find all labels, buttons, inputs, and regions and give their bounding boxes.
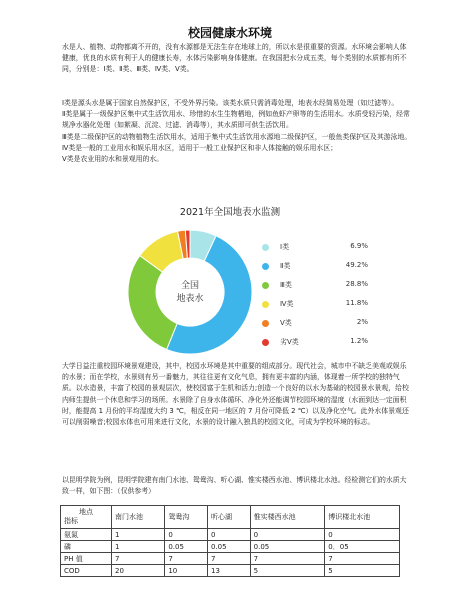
legend-value: 28.8%	[345, 280, 368, 288]
class-2-text: Ⅱ类是属于一级保护区集中式生活饮用水、珍惜的水生生物栖地，例如鱼虾产卵等的生活用水。水质受轻污染，经常规净水器化处理（如絮凝、沉淀、过滤、消毒等），其水质即可供生活饮用。	[62, 110, 410, 130]
column-header: 南门水池	[112, 506, 165, 529]
class-1-text: Ⅰ类是源头水是属于国家自然保护区，不受外界污染。该类水质只需消毒处理，地表水经简易处理（如过滤等）。	[62, 99, 399, 107]
legend-swatch	[262, 282, 269, 289]
column-header: 惟实楼西水池	[250, 506, 325, 529]
legend-entry	[262, 318, 382, 337]
donut-hole	[156, 258, 224, 326]
table-cell: 7	[112, 553, 165, 565]
intro-text: 水是人、植物、动物都离不开的，没有水源都是无法生存在地球上的，所以水是很重要的资源。水环境会影响人体健康，优良的水质有利于人的健康长寿，水体污染影响身体健康。在我国把水分成五类，每个类别的水质都有所不同，分别是：Ⅰ类、Ⅱ类、Ⅲ类、Ⅳ类、Ⅴ类。	[62, 43, 407, 74]
class-descriptions	[62, 98, 412, 165]
row-label: COD	[61, 565, 112, 577]
table-cell: 5	[250, 565, 325, 577]
table-cell: 5	[325, 565, 400, 577]
table-cell: 0.05	[207, 541, 250, 553]
legend-swatch	[262, 301, 269, 308]
legend-swatch	[262, 263, 269, 270]
table-cell: 1	[112, 541, 165, 553]
center-label-line-2: 地表水	[176, 294, 204, 304]
legend-entry	[262, 280, 382, 299]
water-quality-table	[60, 505, 400, 577]
legend-swatch	[262, 244, 269, 251]
row-label: PH 值	[61, 553, 112, 565]
legend-entry	[262, 299, 382, 318]
chart-legend	[262, 242, 382, 356]
table-corner-cell	[61, 506, 112, 529]
row-label: 氨氮	[61, 529, 112, 541]
table-cell: 7	[250, 553, 325, 565]
legend-label: Ⅴ类	[280, 319, 292, 327]
corner-label-indicator: 指标	[64, 517, 78, 525]
chart-title: 2021年全国地表水监测	[179, 207, 281, 218]
legend-label: Ⅱ类	[280, 262, 291, 270]
campus-text: 大学日益注重校园环境景观建设，其中，校园水环境是其中重要的组成部分。现代社会，城市中不缺乏美观或娱乐的水景；而在学校，水景则有另一番魅力，其往往更有文化气息，拥有更丰富的内涵，体现着一所学校的独特气质。以水造景，丰富了校园的景观层次，使校园富于生机和活力;创造一个良好的以水为基础的校园景水景观，给校内师生提供一个休息和学习的场所。水景除了自身水体循环、净化外还能调节校园环境的湿度（水面到达一定面积时，能提高 1 月份的平均湿度大约 3 ℃，相反在同一地区的 7 月份可降低 2 ℃）以及净化空气。此外水体景观还可以削弱噪音;校园水体也可用来进行文化，水景的设计融入独具的校园文化，可成为学校环境的标志。	[62, 362, 409, 427]
table-row	[61, 541, 400, 553]
column-header: 鸳鸯沟	[165, 506, 208, 529]
center-label-line-1: 全国	[180, 281, 200, 291]
table-cell: 0.05	[250, 541, 325, 553]
class-3-text: Ⅲ类是二级保护区的动物植物生活饮用水，适用于集中式生活饮用水源地二级保护区，一般鱼类保护区及其游泳地。	[62, 132, 412, 141]
legend-value: 6.9%	[350, 242, 368, 250]
legend-entry	[262, 261, 382, 280]
legend-label: 劣Ⅴ类	[280, 338, 299, 346]
table-row	[61, 529, 400, 541]
legend-value: 1.2%	[350, 337, 368, 345]
legend-entry	[262, 242, 382, 261]
table-cell: 0	[165, 529, 208, 541]
table-header-row	[61, 506, 400, 529]
class-5-text: Ⅴ类是农业用的水和景观用的水。	[62, 155, 164, 164]
table-cell: 13	[207, 565, 250, 577]
donut-chart	[120, 222, 260, 362]
table-cell: 0	[325, 529, 400, 541]
table-cell: 20	[112, 565, 165, 577]
document-title: 校园健康水环境	[187, 26, 272, 40]
survey-text: 以昆明学院为例，昆明学院建有南门水池、鸳鸯沟、听心湖、惟实楼西水池、博识楼北水池。经检测它们的水质大致一样，如下图：（仅供参考）	[62, 476, 407, 496]
legend-value: 2%	[356, 318, 368, 326]
table-cell: 7	[207, 553, 250, 565]
table-cell: 0	[207, 529, 250, 541]
class-4-text: Ⅳ类是一般的工业用水和娱乐用水区，适用于一般工业保护区和非人体接触的娱乐用水区；	[62, 143, 338, 152]
legend-entry	[262, 337, 382, 356]
table-cell: 0	[250, 529, 325, 541]
table-row	[61, 565, 400, 577]
legend-label: Ⅳ类	[280, 300, 294, 308]
legend-value: 49.2%	[345, 261, 368, 269]
legend-label: Ⅰ类	[280, 243, 290, 251]
table-row	[61, 553, 400, 565]
survey-paragraph	[62, 475, 412, 497]
table-cell: 0.05	[165, 541, 208, 553]
column-header: 听心湖	[207, 506, 250, 529]
table-cell: 1	[112, 529, 165, 541]
legend-swatch	[262, 320, 269, 327]
column-header: 博识楼北水池	[325, 506, 400, 529]
intro-paragraph	[62, 42, 412, 76]
legend-value: 11.8%	[345, 299, 368, 307]
table-cell: 7	[165, 553, 208, 565]
table-cell: 10	[165, 565, 208, 577]
table-cell: 7	[325, 553, 400, 565]
campus-paragraph	[62, 361, 412, 428]
row-label: 磷	[61, 541, 112, 553]
corner-label-location: 地点	[79, 508, 93, 516]
legend-swatch	[262, 339, 269, 346]
legend-label: Ⅲ类	[280, 281, 292, 289]
table-cell: 0．05	[325, 541, 400, 553]
